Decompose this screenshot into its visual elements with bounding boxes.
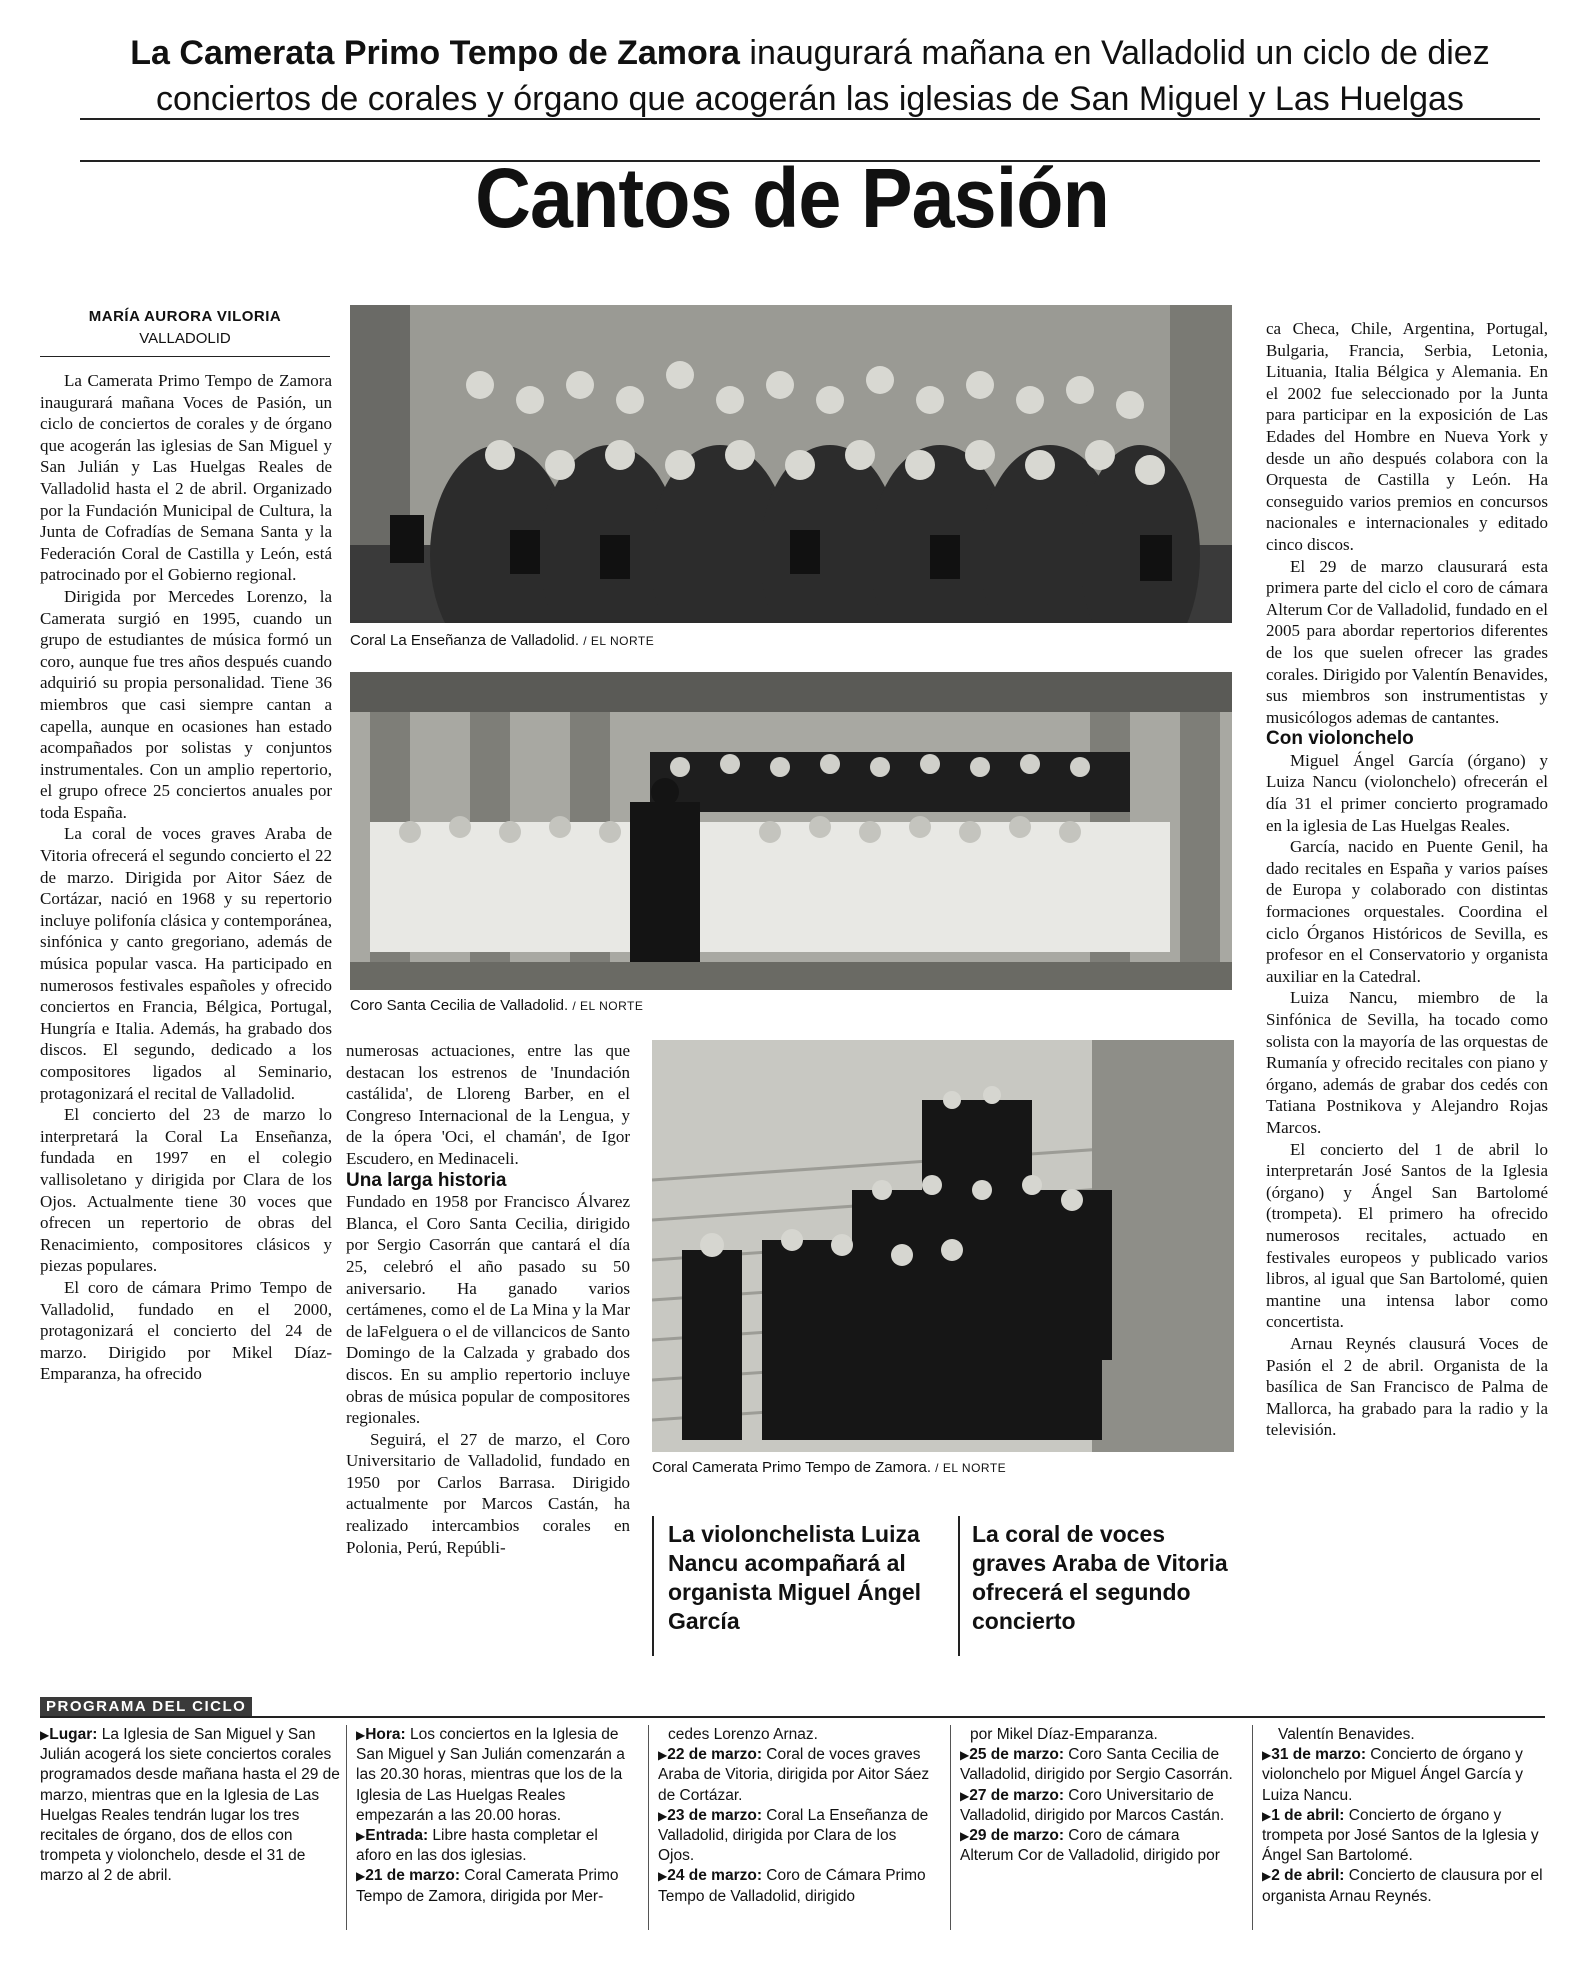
programa-rule: [40, 1716, 1545, 1718]
programa-column-2: [356, 1725, 630, 1907]
programa-item: ▶27 de marzo: Coro Universitario de Valladolid, dirigido por Marcos Castán.: [960, 1786, 1225, 1824]
paragraph: Arnau Reynés clausurá Voces de Pasión el 2 de abril. Organista de la basílica de San Francisco de Palma de Mallorca, ha grabado para la radio y la televisión.: [1266, 1333, 1548, 1440]
programa-item: ▶21 de marzo: Coral Camerata Primo Tempo de Zamora, dirigida por Mer-: [356, 1867, 619, 1905]
programa-column-4: [960, 1725, 1236, 1866]
kicker-headline: [80, 30, 1540, 128]
photo-caption: [350, 997, 643, 1014]
photo-credit: / EL NORTE: [935, 1461, 1007, 1475]
programa-item: ▶23 de marzo: Coral La Enseñanza de Valladolid, dirigida por Clara de los Ojos.: [658, 1806, 929, 1865]
programa-item: ▶22 de marzo: Coral de voces graves Araba de Vitoria, dirigida por Aitor Sáez de Cortázar.: [658, 1746, 930, 1804]
choir-photo-illustration: [350, 305, 1232, 623]
programa-item: ▶31 de marzo: Concierto de órgano y violonchelo por Miguel Ángel García y Luiza Nancu.: [1262, 1746, 1524, 1804]
photo-caption: [652, 1459, 1006, 1476]
programa-item: ▶29 de marzo: Coro de cámara Alterum Cor de Valladolid, dirigido por: [960, 1827, 1220, 1865]
byline: [40, 306, 330, 357]
byline-author: MARÍA AURORA VILORIA: [88, 308, 282, 325]
kicker-rule: [80, 118, 1540, 120]
photo-caption: [350, 632, 654, 649]
paragraph: La coral de voces graves Araba de Vitoria ofrecerá el segundo concierto el 22 de marzo. Dirigida por Aitor Sáez de Cortázar, nació en 1968 y su repertorio incluye polifonía clásica y contemporánea, sinfónica y canto gregoriano, además de música popular vasca. Ha participado en numerosos festivales españoles y ofrecido conciertos en Francia, Bélgica, Portugal, Hungría e Italia. Además, ha grabado dos discos. El segundo, dedicado a los compositores ligados al Seminario, protagonizará el recital de Valladolid.: [40, 824, 332, 1103]
pullquote-rule: [652, 1516, 654, 1656]
paragraph: El 29 de marzo clausurará esta primera parte del ciclo el coro de cámara Alterum Cor de Valladolid, fundado en el 2005 para abordar repertorios diferentes de los que suelen ofrecer las grades corales. Dirigido por Valentín Benavides, sus miembros son instrumentistas y musicólogos ademas de cantantes.: [1266, 556, 1548, 727]
programa-item: ▶Hora: Los conciertos en la Iglesia de San Miguel y San Julián comenzarán a las 20.30 horas, mientras que los de la Iglesia de Las Huelgas Reales empezarán a las 20.00 horas.: [356, 1726, 625, 1824]
programa-item: ▶24 de marzo: Coro de Cámara Primo Tempo de Valladolid, dirigido: [658, 1867, 926, 1905]
paragraph: ca Checa, Chile, Argentina, Portugal, Bulgaria, Francia, Serbia, Letonia, Lituania, Italia Bélgica y Alemania. En el 2002 fue seleccionado por la Junta para participar en la exposición de Las Edades del Hombre en Nueva York y desde un año después colabora con la Orquesta de Castilla y León. Ha conseguido varios premios en concursos nacionales e internacionales y editado cinco discos.: [1266, 319, 1548, 554]
programa-divider: [648, 1725, 649, 1930]
paragraph: García, nacido en Puente Genil, ha dado recitales en España y varios países de Europa y colaborado con distintas formaciones orquestales. Coordina el ciclo Órganos Históricos de Sevilla, es profesor en el Conservatorio y organista auxiliar en la Catedral.: [1266, 837, 1548, 986]
subheading-una-larga-historia: Una larga historia: [346, 1169, 507, 1191]
programa-divider: [346, 1725, 347, 1930]
article-column-4: [1266, 318, 1548, 1441]
paragraph: El concierto del 23 de marzo lo interpretará la Coral La Enseñanza, fundada en 1997 en el colegio vallisoletano y dirigida por Clara de los Ojos. Actualmente tiene 30 voces que ofrecen un repertorio de obras del Renacimiento, compositores clásicos y piezas populares.: [40, 1105, 332, 1276]
article-column-1: [40, 370, 332, 1385]
programa-divider: [950, 1725, 951, 1930]
paragraph: Fundado en 1958 por Francisco Álvarez Blanca, el Coro Santa Cecilia, dirigido por Sergio Casorrán que cantará el día 25, celebró el año pasado su 50 aniversario. Ha ganado varios certámenes, como el de La Mina y la Mar de laFelguera o el de villancicos de Santo Domingo de la Calzada y grabado dos discos. En su amplio repertorio incluye obras de música popular de compositores regionales.: [346, 1192, 630, 1428]
paragraph: Seguirá, el 27 de marzo, el Coro Universitario de Valladolid, fundado en 1950 por Carlos Barrasa. Dirigido actualmente por Marcos Castán, ha realizado intercambios corales en Polonia, Perú, Repúbli-: [346, 1429, 630, 1557]
programa-item: ▶25 de marzo: Coro Santa Cecilia de Valladolid, dirigido por Sergio Casorrán.: [960, 1746, 1233, 1784]
programa-item: ▶1 de abril: Concierto de órgano y trompeta por José Santos de la Iglesia y Ángel San Bartolomé.: [1262, 1806, 1539, 1865]
article-column-2: [346, 1040, 630, 1558]
paragraph: Luiza Nancu, miembro de la Sinfónica de Sevilla, ha tocado como solista con la mayoría de las orquestas de Rumanía y ofrecido recitales con piano y órgano, además de grabar dos cedés con Tatiana Postnikova y Alejandro Rojas Marcos.: [1266, 988, 1548, 1137]
kicker-text: inaugurará mañana en Valladolid un ciclo de diez conciertos de corales y órgano que acogerán las iglesias de San Miguel y Las Huelgas: [156, 34, 1490, 118]
photo-credit: / EL NORTE: [583, 634, 655, 648]
caption-text: Coral La Enseñanza de Valladolid.: [350, 632, 580, 649]
paragraph: Dirigida por Mercedes Lorenzo, la Camerata surgió en 1995, cuando un grupo de estudiantes de música formó un coro, aunque fue tres años después cuando adquirió su propia personalidad. Tiene 36 miembros que casi siempre cantan a capella, aunque en ocasiones han estado acompañados por solistas y conjuntos instrumentales. Con un amplio repertorio, el grupo ofrece 25 conciertos anuales por toda España.: [40, 586, 332, 822]
programa-column-3: [658, 1725, 934, 1907]
programa-column-5: [1262, 1725, 1546, 1907]
photo-camerata-primo-tempo: [652, 1040, 1234, 1452]
programa-item: Valentín Benavides.: [1278, 1726, 1415, 1743]
programa-divider: [1252, 1725, 1253, 1930]
paragraph: Miguel Ángel García (órgano) y Luiza Nancu (violonchelo) ofrecerán el día 31 el primer concierto programado en la iglesia de Las Huelgas Reales.: [1266, 750, 1548, 835]
caption-text: Coro Santa Cecilia de Valladolid.: [350, 997, 569, 1014]
programa-item: ▶Lugar: La Iglesia de San Miguel y San Julián acogerá los siete conciertos corales programados desde mañana hasta el 29 de marzo, mientras que en la Iglesia de Las Huelgas Reales tendrán lugar los tres recitales de órgano, dos de ellos con trompeta y violonchelo, desde el 31 de marzo al 2 de abril.: [40, 1726, 340, 1885]
photo-credit: / EL NORTE: [572, 999, 644, 1013]
pullquote: La violonchelista Luiza Nancu acompañará al organista Miguel Ángel García: [668, 1521, 922, 1634]
byline-place: VALLADOLID: [40, 328, 330, 357]
paragraph: El coro de cámara Primo Tempo de Valladolid, fundado en el 2000, protagonizará el concierto del 24 de marzo. Dirigido por Mikel Díaz-Emparanza, ha ofrecido: [40, 1277, 332, 1384]
paragraph: El concierto del 1 de abril lo interpretarán José Santos de la Iglesia (órgano) y Ángel San Bartolomé (trompeta). El primero ha ofrecido numerosos recitales, actuado en festivales europeos y publicado varios libros, al igual que San Bartolomé, quien mantine una intensa labor como concertista.: [1266, 1139, 1548, 1332]
kicker-bold: La Camerata Primo Tempo de Zamora: [130, 34, 740, 72]
photo-coral-la-ensenanza: [350, 305, 1232, 623]
paragraph: La Camerata Primo Tempo de Zamora inaugurará mañana Voces de Pasión, un ciclo de conciertos de corales y de órgano que acogerán las iglesias de San Miguel y San Julián y Las Huelgas Reales de Valladolid hasta el 2 de abril. Organizado por la Fundación Municipal de Cultura, la Junta de Cofradías de Semana Santa y la Federación Coral de Castilla y León, está patrocinado por el Gobierno regional.: [40, 371, 332, 585]
programa-title: PROGRAMA DEL CICLO: [40, 1697, 252, 1716]
subheading-con-violonchelo: Con violonchelo: [1266, 728, 1414, 750]
choir-photo-illustration: [652, 1040, 1234, 1452]
programa-item: ▶Entrada: Libre hasta completar el aforo en las dos iglesias.: [356, 1827, 598, 1865]
programa-item: por Mikel Díaz-Emparanza.: [970, 1726, 1158, 1743]
programa-column-1: [40, 1725, 340, 1887]
pullquote-rule: [958, 1516, 960, 1656]
headline: Cantos de Pasión: [475, 151, 1109, 245]
photo-coro-santa-cecilia: [350, 672, 1232, 990]
choir-photo-illustration: [350, 672, 1232, 990]
programa-item: ▶2 de abril: Concierto de clausura por el organista Arnau Reynés.: [1262, 1867, 1543, 1905]
paragraph: numerosas actuaciones, entre las que destacan los estrenos de 'Inundación castálida', de Lloreng Barber, en el Congreso Internacional de la Lengua, y de la ópera 'Oci, el chamán', de Igor Escudero, en Medinaceli.: [346, 1041, 630, 1168]
pullquote: La coral de voces graves Araba de Vitoria ofrecerá el segundo concierto: [972, 1521, 1228, 1634]
programa-item: cedes Lorenzo Arnaz.: [668, 1726, 818, 1743]
caption-text: Coral Camerata Primo Tempo de Zamora.: [652, 1459, 931, 1476]
